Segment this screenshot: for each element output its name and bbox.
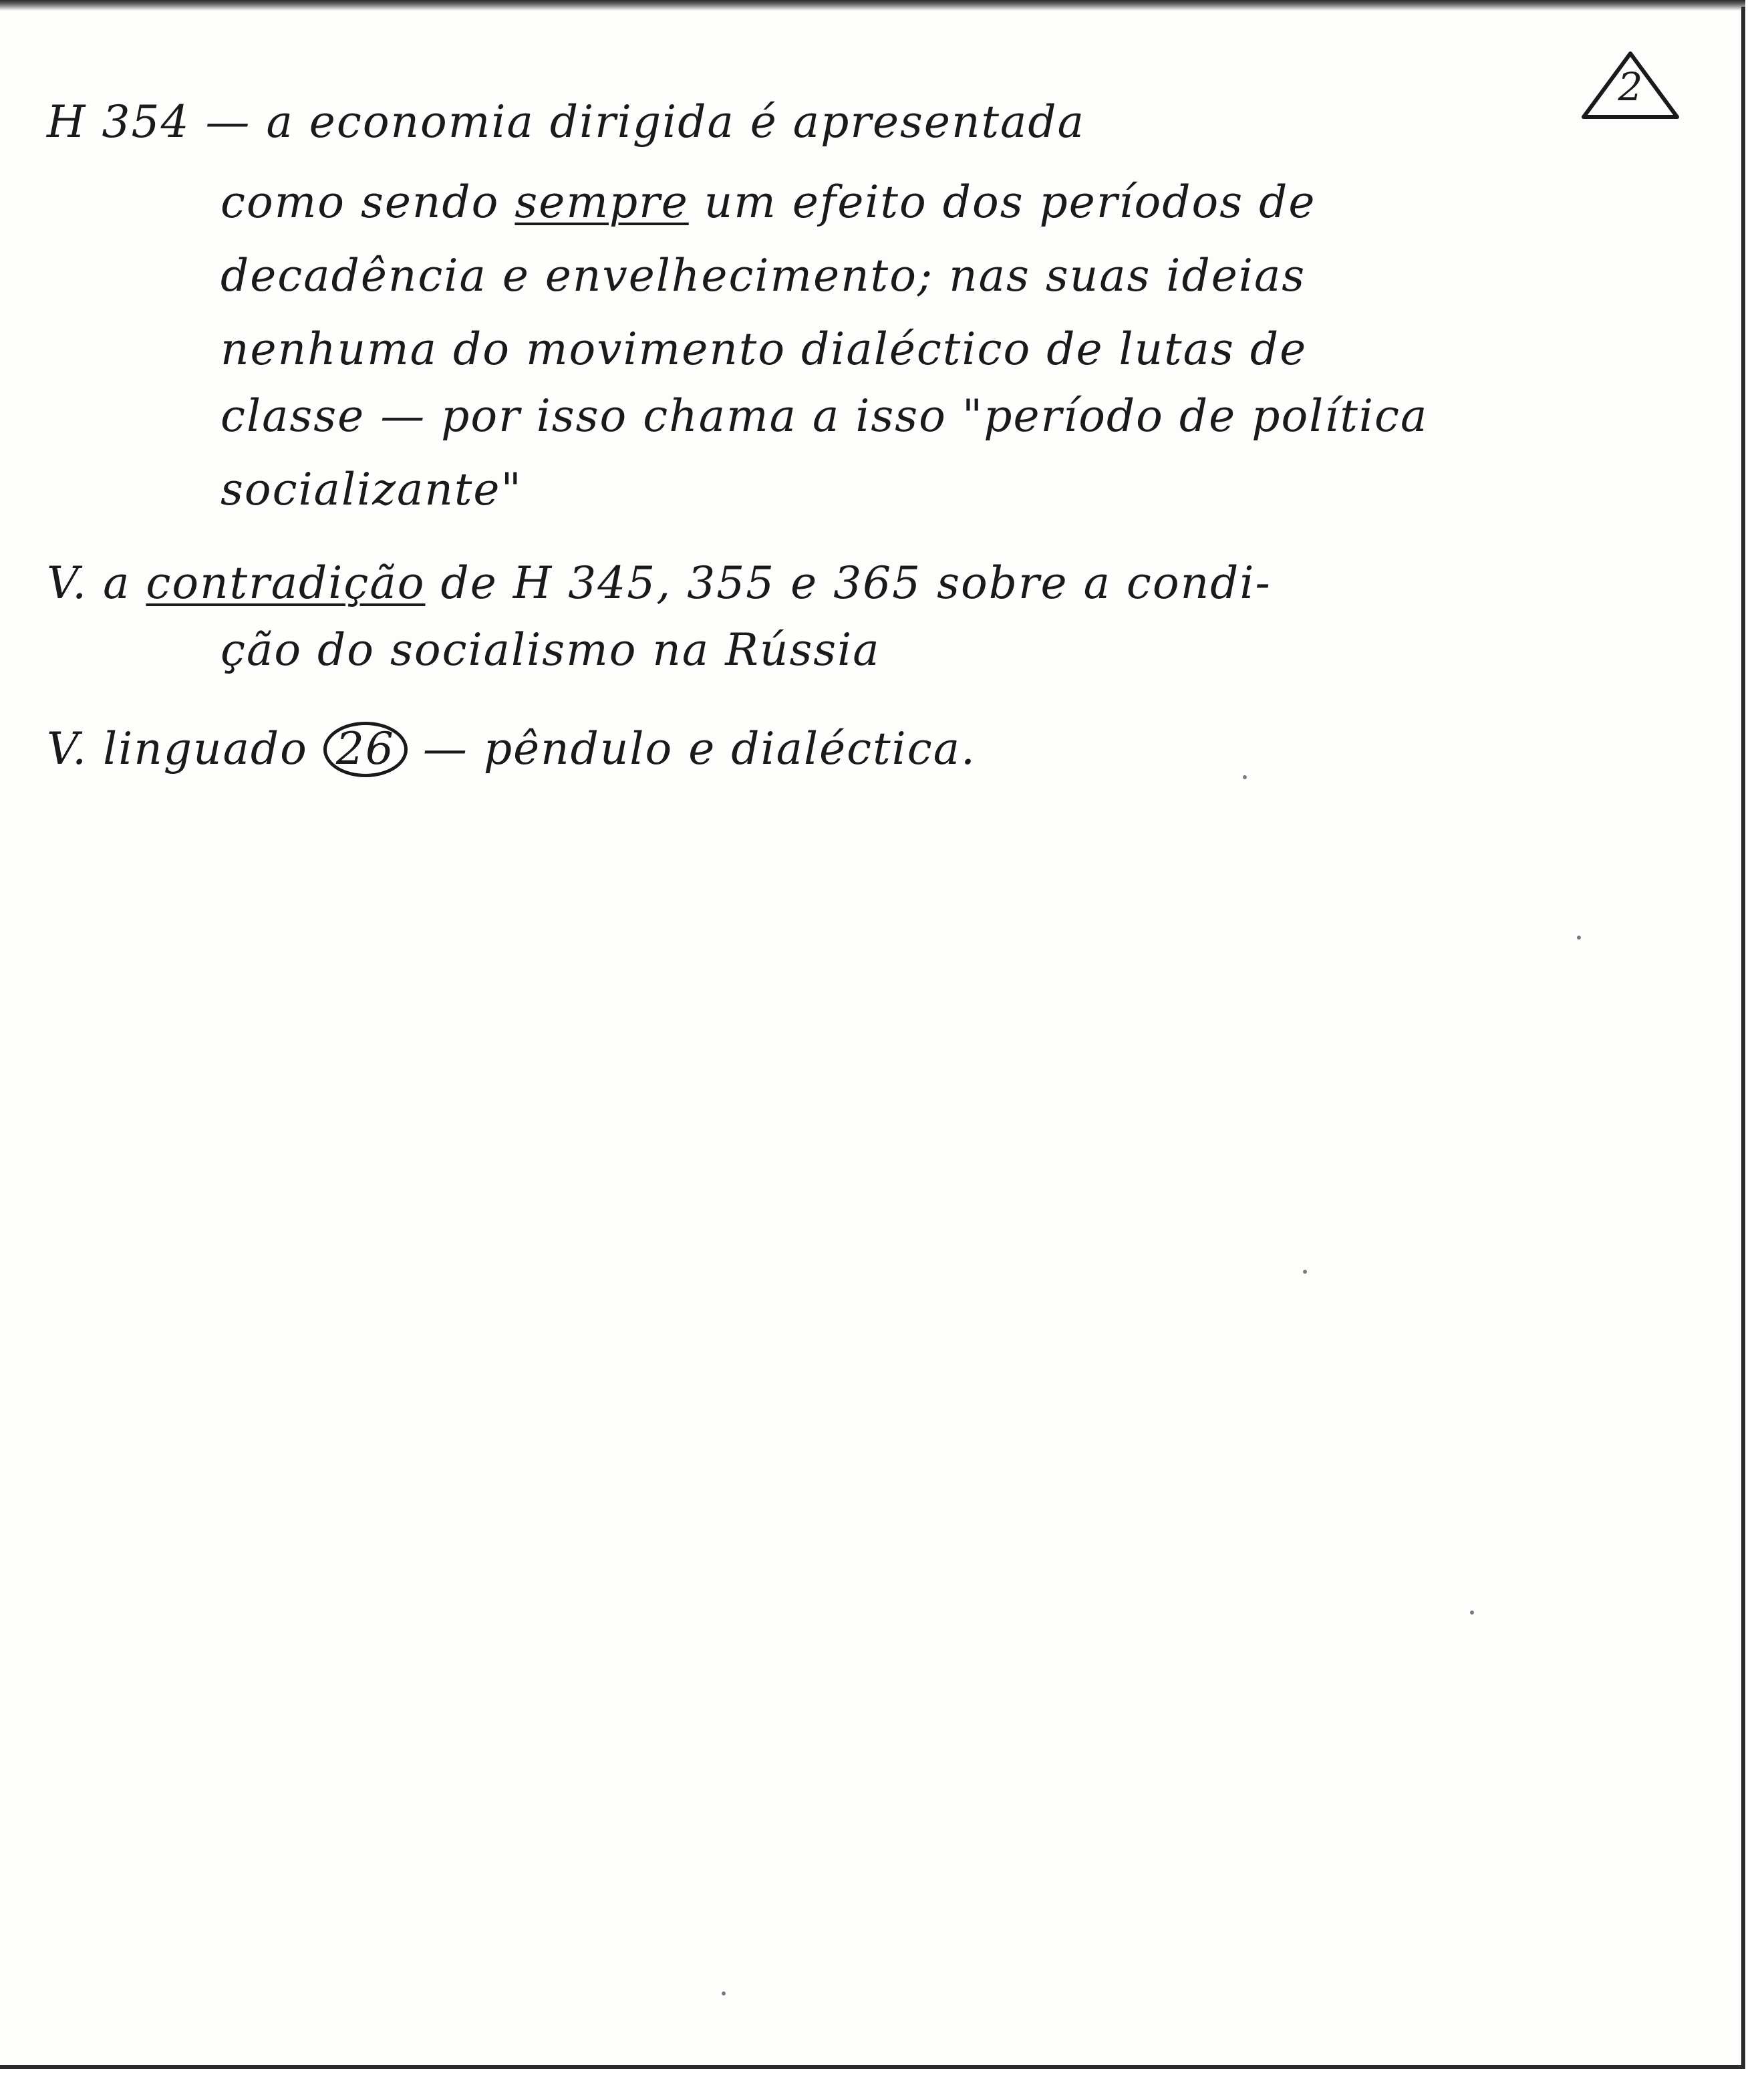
- underlined-word-contradicao: contradição: [146, 557, 426, 609]
- note-line-6: socializante": [220, 464, 523, 515]
- note-line-2: como sendo sempre um efeito dos períodos de: [220, 176, 1316, 228]
- page-number: 2: [1618, 64, 1643, 110]
- underlined-word-sempre: sempre: [514, 176, 689, 228]
- note-line-7: V. a contradição de H 345, 355 e 365 sobre a condi-: [47, 557, 1272, 609]
- circled-reference: 26: [323, 722, 408, 777]
- note-line-9-text: V. linguado: [47, 723, 308, 775]
- paper-speck: [1470, 1611, 1474, 1615]
- note-line-5: classe — por isso chama a isso "período de política: [220, 390, 1429, 442]
- paper-speck: [1577, 936, 1581, 940]
- paper-speck: [722, 1991, 726, 1995]
- note-line-8: ção do socialismo na Rússia: [220, 624, 881, 676]
- paper-speck: [1243, 775, 1247, 779]
- note-line-9-tail: — pêndulo e dialéctica.: [422, 723, 977, 775]
- note-line-9: [47, 722, 976, 777]
- note-line-1: H 354 — a economia dirigida é apresentada: [47, 96, 1085, 148]
- note-line-3: decadência e envelhecimento; nas suas ideias: [220, 250, 1306, 301]
- paper-speck: [1303, 1270, 1307, 1274]
- note-line-4: nenhuma do movimento dialéctico de lutas de: [220, 323, 1308, 375]
